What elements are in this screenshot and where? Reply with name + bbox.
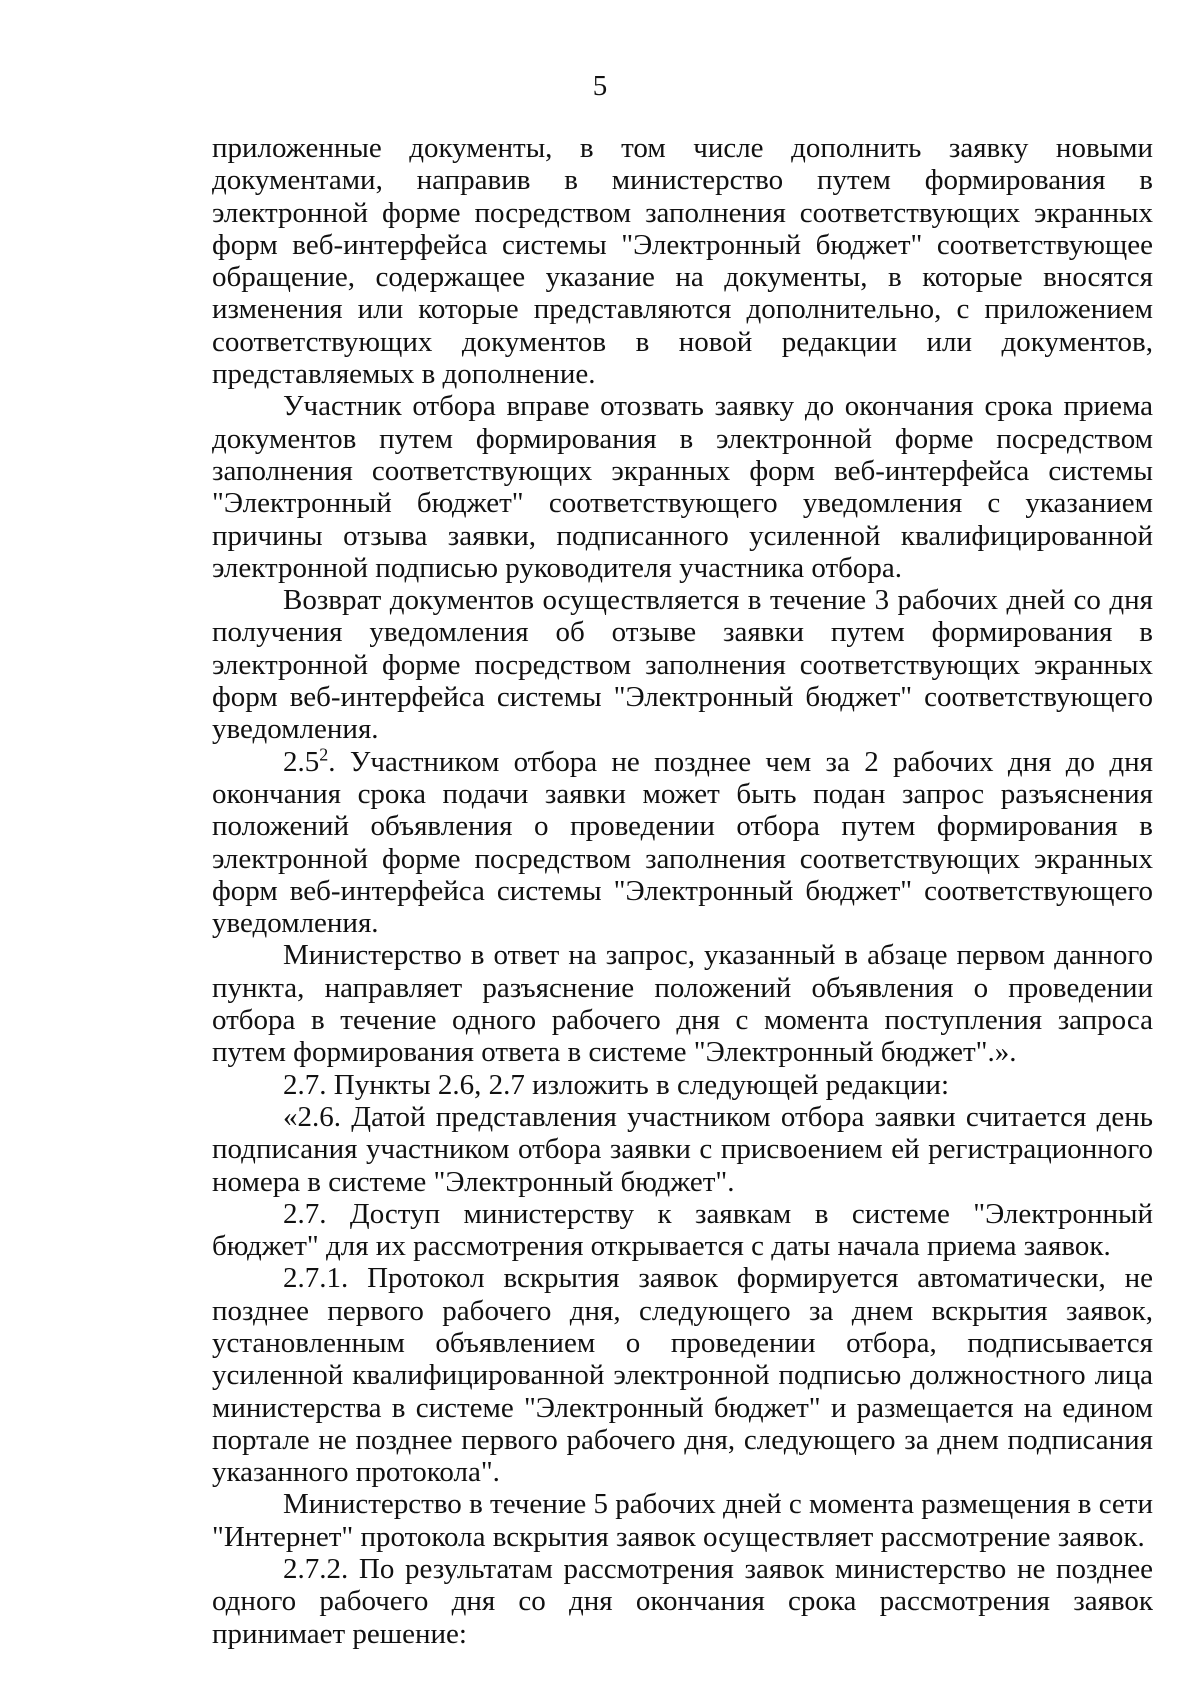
paragraph-withdraw-application: Участник отбора вправе отозвать заявку до окончания срока приема документов путем формирования в электронной форме посредством заполнения соответствующих экранных форм веб-интерфейса системы "Электронный бюджет" соответствующего уведомления с указанием причины отзыва заявки, подписанного усиленной квалифицированной электронной подписью руководителя участника отбора.	[212, 390, 1153, 584]
item-2-5-2-text: . Участником отбора не позднее чем за 2 рабочих дня до дня окончания срока подачи заявки может быть подан запрос разъяснения положений объявления о проведении отбора путем формирования в электронной форме посредством заполнения соответствующих экранных форм веб-интерфейса системы "Электронный бюджет" соответствующего уведомления.	[212, 745, 1153, 940]
paragraph-item-2-7-amendment: 2.7. Пункты 2.6, 2.7 изложить в следующей редакции:	[283, 1068, 949, 1101]
item-2-5-2-superscript: 2	[319, 743, 329, 764]
document-body	[212, 132, 1153, 1650]
paragraph-review-period: Министерство в течение 5 рабочих дней с момента размещения в сети "Интернет" протокола вскрытия заявок осуществляет рассмотрение заявок.	[212, 1488, 1153, 1553]
paragraph-item-2-7-1: 2.7.1. Протокол вскрытия заявок формируется автоматически, не позднее первого рабочего дня, следующего за днем вскрытия заявок, установленным объявлением о проведении отбора, подписывается усиленной квалифицированной электронной подписью должностного лица министерства в системе "Электронный бюджет" и размещается на едином портале не позднее первого рабочего дня, следующего за днем подписания указанного протокола".	[212, 1262, 1153, 1489]
paragraph-item-2-7: 2.7. Доступ министерству к заявкам в системе "Электронный бюджет" для их рассмотрения открывается с даты начала приема заявок.	[212, 1197, 1153, 1263]
paragraph-continuation: приложенные документы, в том числе дополнить заявку новыми документами, направив в министерство путем формирования в электронной форме посредством заполнения соответствующих экранных форм веб-интерфейса системы "Электронный бюджет" соответствующее обращение, содержащее указание на документы, в которые вносятся изменения или которые представляются дополнительно, с приложением соответствующих документов в новой редакции или документов, представляемых в дополнение.	[212, 132, 1153, 391]
paragraph-item-2-7-2: 2.7.2. По результатам рассмотрения заявок министерство не позднее одного рабочего дня со дня окончания срока рассмотрения заявок принимает решение:	[212, 1553, 1153, 1650]
item-2-5-2-number: 2.5	[283, 745, 320, 778]
paragraph-item-2-5-2	[212, 743, 1153, 940]
paragraph-item-2-6: «2.6. Датой представления участником отбора заявки считается день подписания участником отбора заявки с присвоением ей регистрационного номера в системе "Электронный бюджет".	[212, 1100, 1153, 1198]
page-number: 5	[592, 70, 608, 102]
paragraph-ministry-response: Министерство в ответ на запрос, указанный в абзаце первом данного пункта, направляет разъяснение положений объявления о проведении отбора в течение одного рабочего дня с момента поступления запроса путем формирования ответа в системе "Электронный бюджет".».	[212, 939, 1153, 1069]
paragraph-return-documents: Возврат документов осуществляется в течение 3 рабочих дней со дня получения уведомления об отзыве заявки путем формирования в электронной форме посредством заполнения соответствующих экранных форм веб-интерфейса системы "Электронный бюджет" соответствующего уведомления.	[212, 584, 1153, 746]
